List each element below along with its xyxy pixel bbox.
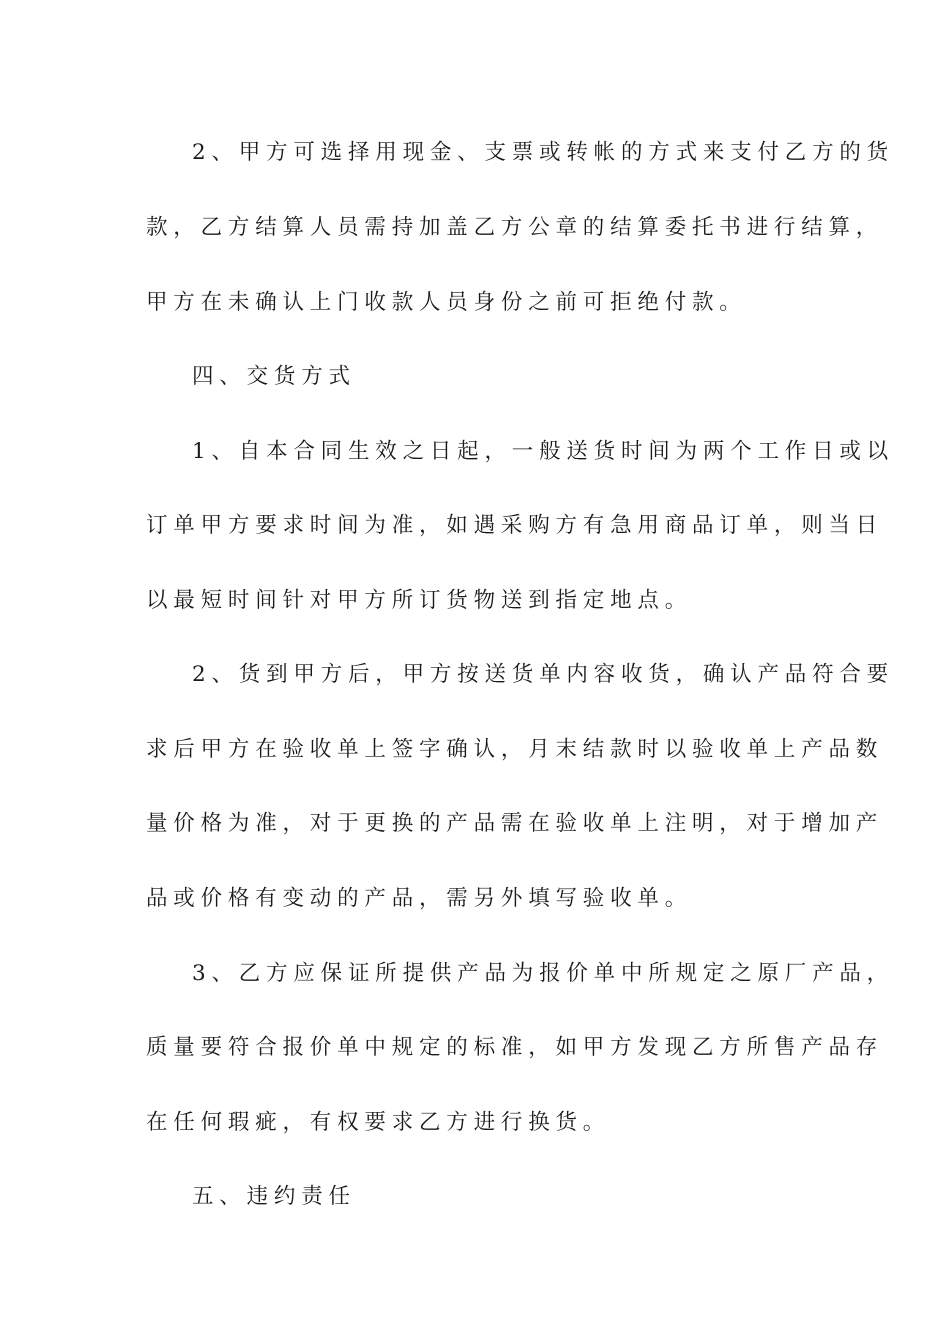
- paragraph-line: 质量要符合报价单中规定的标准，如甲方发现乙方所售产品存: [146, 1035, 884, 1060]
- paragraph-line: 3、乙方应保证所提供产品为报价单中所规定之原厂产品，: [192, 961, 894, 986]
- paragraph-line: 量价格为准，对于更换的产品需在验收单上注明，对于增加产: [146, 811, 884, 836]
- paragraph-line: 求后甲方在验收单上签字确认，月末结款时以验收单上产品数: [146, 737, 884, 762]
- paragraph-line: 在任何瑕疵，有权要求乙方进行换货。: [146, 1110, 611, 1135]
- paragraph-line: 订单甲方要求时间为准，如遇采购方有急用商品订单，则当日: [146, 513, 884, 538]
- paragraph-line: 以最短时间针对甲方所订货物送到指定地点。: [146, 588, 693, 613]
- paragraph-line: 1、自本合同生效之日起，一般送货时间为两个工作日或以: [192, 439, 894, 464]
- paragraph-line: 2、甲方可选择用现金、支票或转帐的方式来支付乙方的货: [192, 140, 894, 165]
- section-heading: 五、违约责任: [192, 1184, 356, 1209]
- paragraph-line: 品或价格有变动的产品，需另外填写验收单。: [146, 886, 693, 911]
- section-heading: 四、交货方式: [192, 364, 356, 389]
- paragraph-line: 甲方在未确认上门收款人员身份之前可拒绝付款。: [146, 290, 747, 315]
- paragraph-line: 款，乙方结算人员需持加盖乙方公章的结算委托书进行结算，: [146, 215, 884, 240]
- paragraph-line: 2、货到甲方后，甲方按送货单内容收货，确认产品符合要: [192, 662, 894, 687]
